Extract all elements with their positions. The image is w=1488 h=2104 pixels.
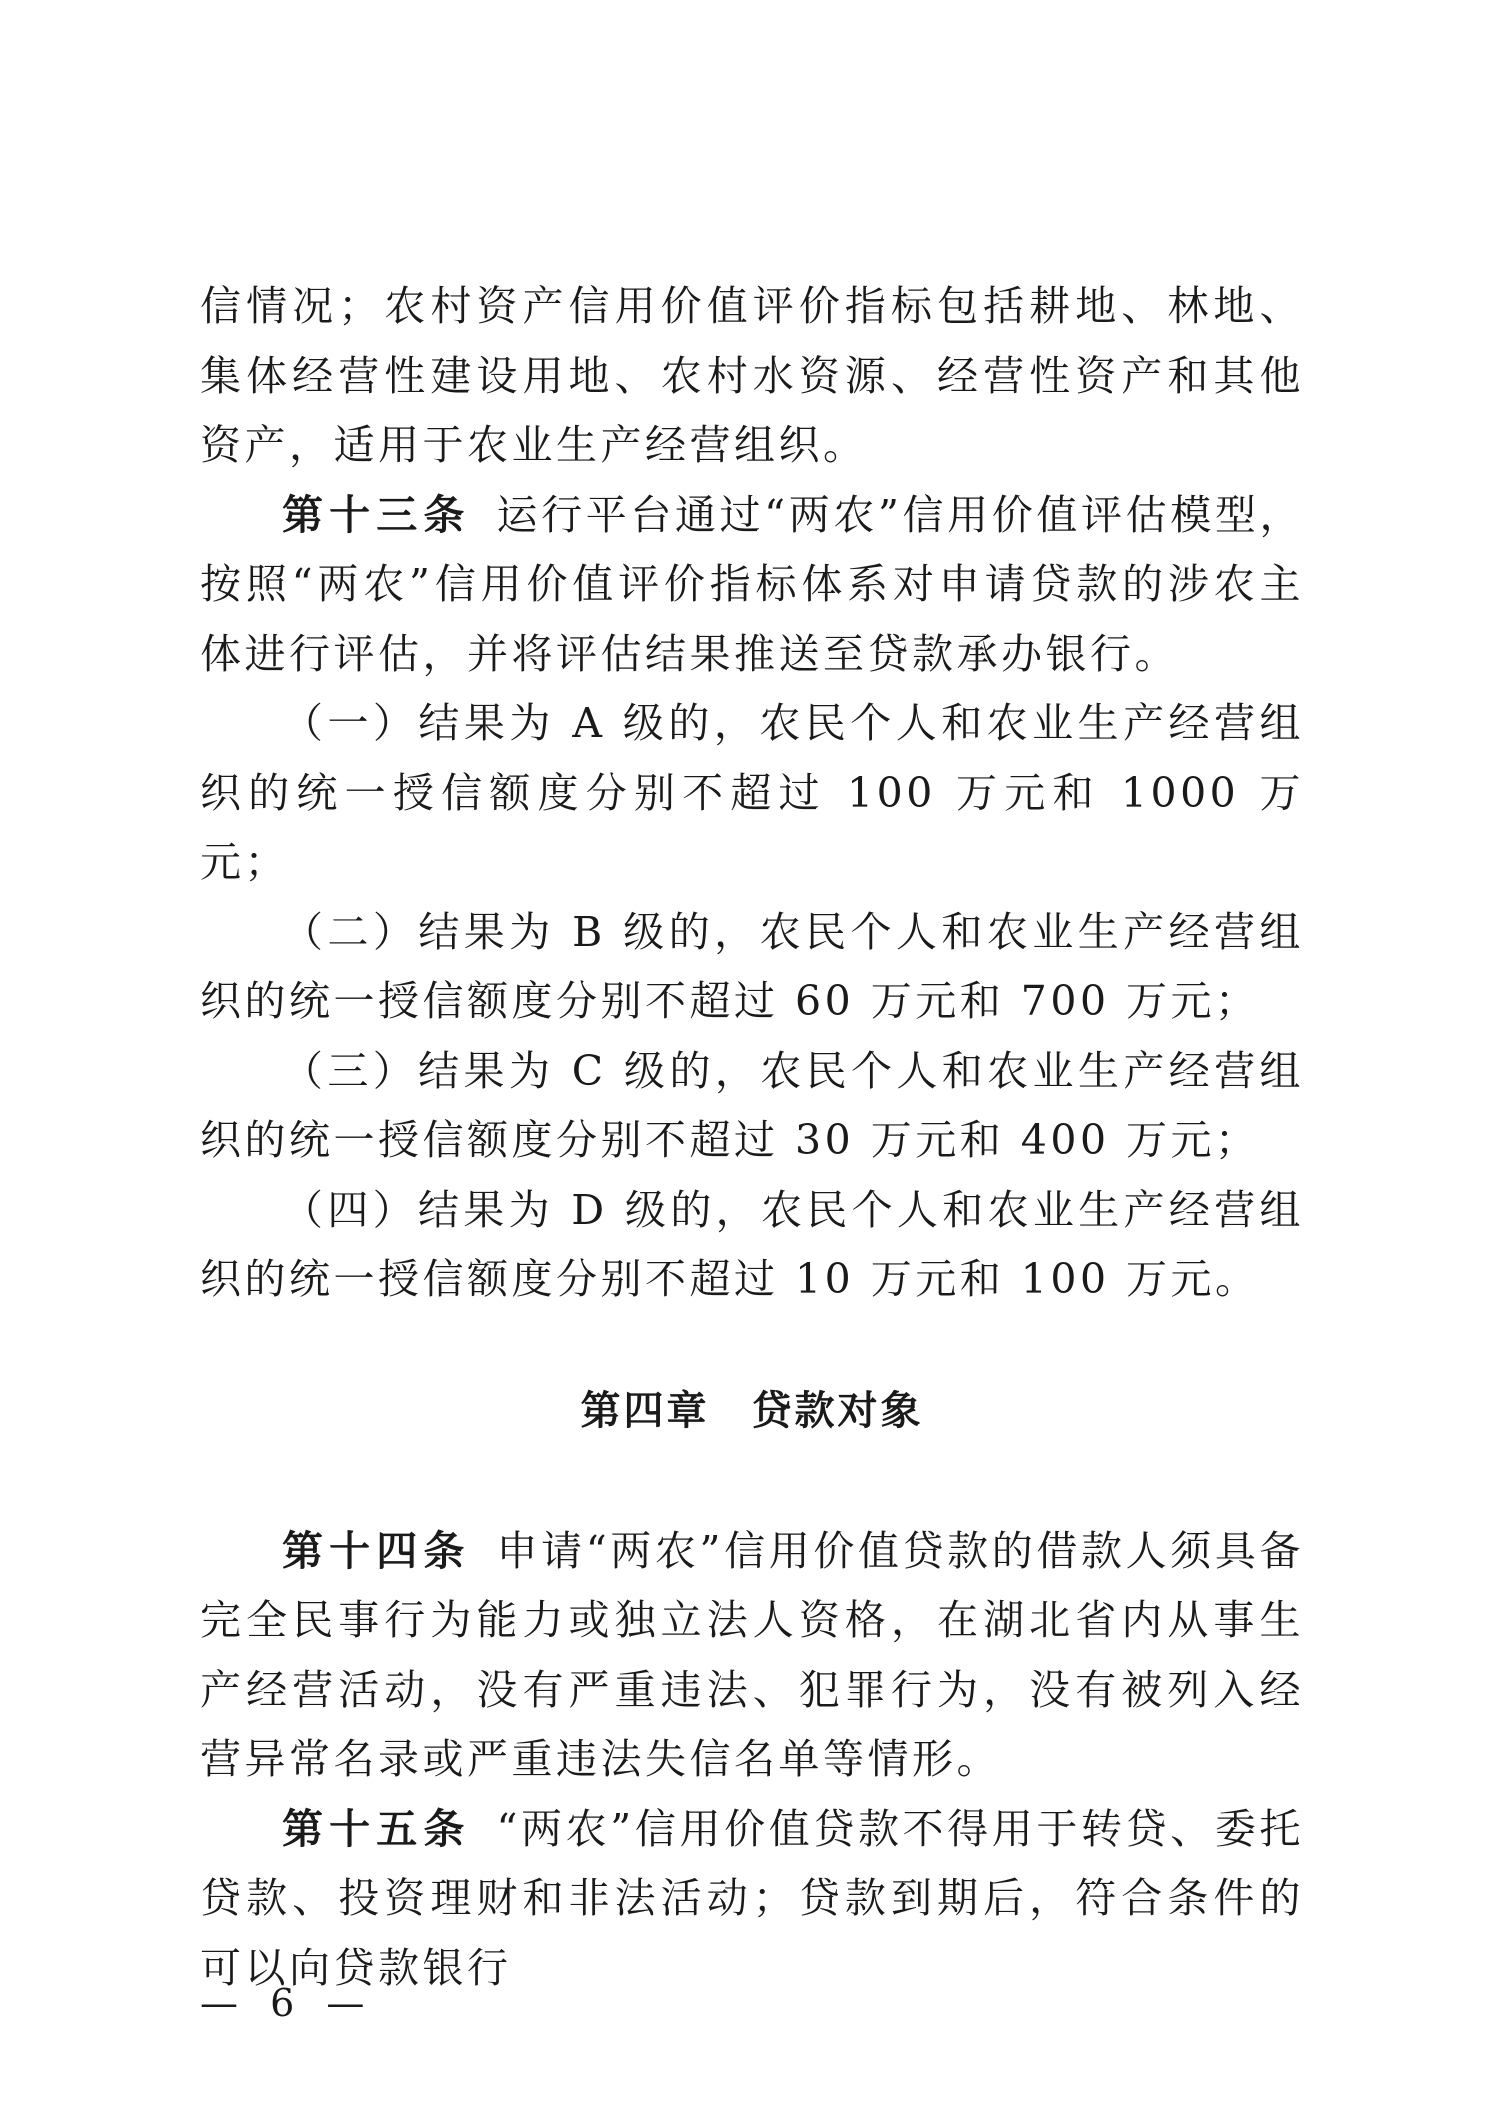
article-14-label: 第十四条	[282, 1526, 471, 1575]
article-15	[200, 1795, 1304, 2004]
article-15-text: “两农”信用价值贷款不得用于转贷、委托贷款、投资理财和非法活动；贷款到期后，符合条件的可以向贷款银行	[200, 1804, 1304, 1992]
article-13-text: 运行平台通过“两农”信用价值评估模型，按照“两农”信用价值评价指标体系对申请贷款的涉农主体进行评估，并将评估结果推送至贷款承办银行。	[200, 490, 1304, 678]
article-14-text: 申请“两农”信用价值贷款的借款人须具备完全民事行为能力或独立法人资格，在湖北省内从事生产经营活动，没有严重违法、犯罪行为，没有被列入经营异常名录或严重违法失信名单等情形。	[200, 1526, 1304, 1783]
article-15-label: 第十五条	[282, 1804, 471, 1853]
article-13-item-4: （四）结果为 D 级的，农民个人和农业生产经营组织的统一授信额度分别不超过 10 万元和 100 万元。	[200, 1185, 1304, 1303]
chapter-heading	[200, 1381, 1304, 1441]
article-13-item-2: （二）结果为 B 级的，农民个人和农业生产经营组织的统一授信额度分别不超过 60 万元和 700 万元；	[200, 907, 1304, 1025]
paragraph-continuation: 信情况；农村资产信用价值评价指标包括耕地、林地、集体经营性建设用地、农村水资源、经营性资产和其他资产，适用于农业生产经营组织。	[200, 282, 1304, 469]
page-number: — 6 —	[200, 1981, 375, 2025]
article-13	[200, 481, 1304, 690]
article-13-item-1: （一）结果为 A 级的，农民个人和农业生产经营组织的统一授信额度分别不超过 100 万元和 1000 万元；	[200, 699, 1304, 886]
article-14	[200, 1517, 1304, 1795]
chapter-number: 第四章	[580, 1387, 710, 1434]
chapter-title: 贷款对象	[751, 1387, 924, 1434]
document-body	[200, 272, 1304, 2003]
article-13-label: 第十三条	[282, 490, 471, 539]
article-13-item-3: （三）结果为 C 级的，农民个人和农业生产经营组织的统一授信额度分别不超过 30 万元和 400 万元；	[200, 1046, 1304, 1164]
